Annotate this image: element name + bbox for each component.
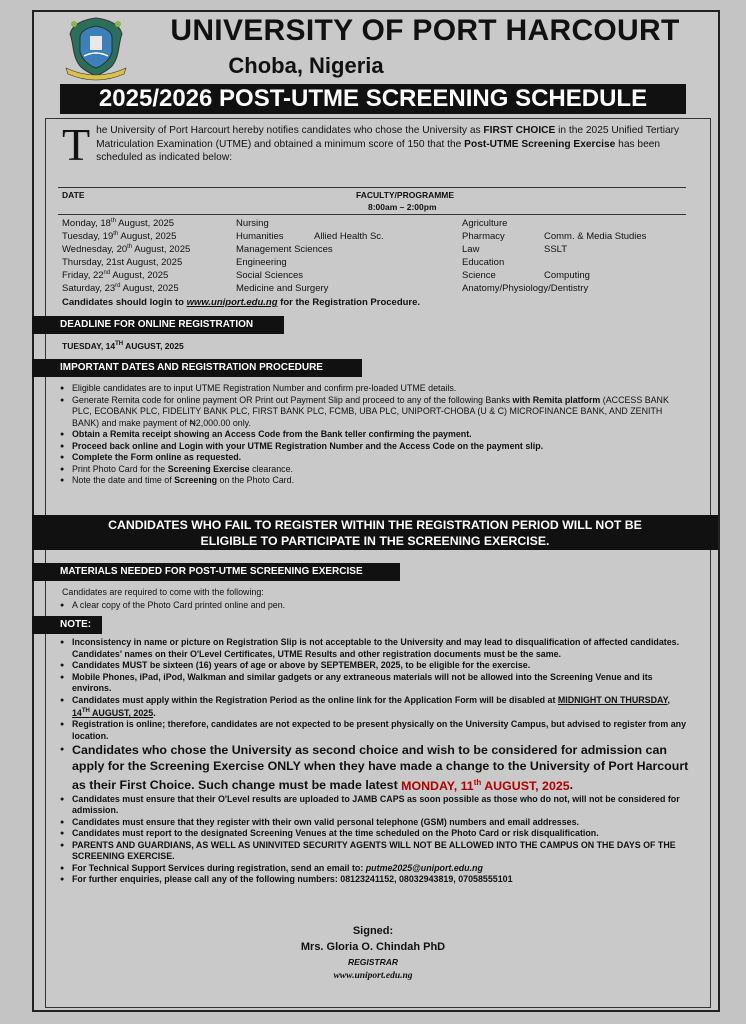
list-item: ● Obtain a Remita receipt showing an Access Code from the Bank teller confirming the payment. [58, 429, 688, 441]
login-instruction: Candidates should login to www.uniport.edu.ng for the Registration Procedure. [62, 297, 421, 308]
registration-warning-banner: CANDIDATES WHO FAIL TO REGISTER WITHIN THE REGISTRATION PERIOD WILL NOT BE ELIGIBLE TO PARTICIPATE IN THE SCREENING EXERCISE. [32, 515, 718, 550]
schedule-row-programme: Pharmacy [462, 231, 505, 242]
schedule-row-date: Wednesday, 20th August, 2025 [62, 244, 191, 256]
schedule-banner: 2025/2026 POST-UTME SCREENING SCHEDULE [60, 84, 686, 114]
schedule-row-date: Tuesday, 19th August, 2025 [62, 231, 177, 243]
list-item: ● Eligible candidates are to input UTME Registration Number and confirm pre-loaded UTME details. [58, 383, 688, 395]
deadline-section-header: DEADLINE FOR ONLINE REGISTRATION [32, 316, 284, 334]
support-email-link[interactable]: putme2025@uniport.edu.ng [365, 862, 483, 873]
dropcap: T [62, 119, 91, 170]
schedule-row-programme: SSLT [544, 244, 568, 255]
list-item: ● Complete the Form online as requested. [58, 452, 688, 464]
registrar-name: Mrs. Gloria O. Chindah PhD [300, 941, 446, 953]
university-title: UNIVERSITY OF PORT HARCOURT [170, 14, 680, 47]
table-top-rule [58, 187, 686, 188]
schedule-row-programme: Medicine and Surgery [236, 283, 329, 294]
schedule-row-programme: Science [462, 270, 496, 281]
footer-url[interactable]: www.uniport.edu.ng [333, 971, 413, 981]
list-item: ● For further enquiries, please call any of the following numbers: 08123241152, 08032943819, 07058555101 [58, 874, 690, 886]
schedule-row-date: Thursday, 21st August, 2025 [62, 257, 183, 268]
note-list [58, 637, 690, 886]
university-crest-logo [60, 12, 132, 82]
schedule-row-programme: Humanities [236, 231, 284, 242]
schedule-row-date: Friday, 22nd August, 2025 [62, 270, 169, 282]
schedule-row-programme: Agriculture [462, 218, 508, 229]
list-item: ● A clear copy of the Photo Card printed online and pen. [58, 600, 688, 612]
procedure-list [58, 383, 688, 487]
list-item: ● Candidates must ensure that their O'Level results are uploaded to JAMB CAPS as soon possible as those who do not, will not be considered for admission. [58, 794, 690, 817]
schedule-row-date: Monday, 18th August, 2025 [62, 218, 175, 230]
list-item: ● Candidates must apply within the Registration Period as the online link for the Application Form will be disabled at MIDNIGHT ON THURSDAY, 14TH AUGUST, 2025. [58, 695, 690, 720]
schedule-row-programme: Computing [544, 270, 590, 281]
signed-label: Signed: [352, 925, 394, 937]
schedule-row-programme: Management Sciences [236, 244, 333, 255]
materials-section-header: MATERIALS NEEDED FOR POST-UTME SCREENING EXERCISE [32, 563, 400, 581]
schedule-row-programme: Anatomy/Physiology/Dentistry [462, 283, 589, 294]
list-item: ● Registration is online; therefore, candidates are not expected to be present physically on the University Campus, but advised to register from any location. [58, 719, 690, 742]
schedule-row-programme: Comm. & Media Studies [544, 231, 647, 242]
schedule-row-date: Saturday, 23rd August, 2025 [62, 283, 179, 295]
note-section-header: NOTE: [32, 616, 102, 634]
schedule-row-programme: Social Sciences [236, 270, 304, 281]
schedule-row-programme: Engineering [236, 257, 287, 268]
materials-list [58, 600, 688, 612]
schedule-row-programme: Allied Health Sc. [314, 231, 384, 242]
login-link[interactable]: www.uniport.edu.ng [186, 297, 278, 308]
materials-intro: Candidates are required to come with the following: [62, 587, 264, 597]
schedule-time: 8:00am – 2:00pm [368, 202, 437, 212]
schedule-row-programme: Nursing [236, 218, 269, 229]
list-item: ● Print Photo Card for the Screening Exercise clearance. [58, 464, 688, 476]
list-item: ● Candidates MUST be sixteen (16) years of age or above by SEPTEMBER, 2025, to be eligible for the exercise. [58, 660, 690, 672]
deadline-date: TUESDAY, 14TH AUGUST, 2025 [62, 341, 184, 351]
list-item: ● Note the date and time of Screening on the Photo Card. [58, 475, 688, 487]
list-item: ● Proceed back online and Login with your UTME Registration Number and the Access Code on the payment slip. [58, 441, 688, 453]
list-item: ● Candidates must ensure that they register with their own valid personal telephone (GSM) numbers and email addresses. [58, 817, 690, 829]
list-item: ● PARENTS AND GUARDIANS, AS WELL AS UNINVITED SECURITY AGENTS WILL NOT BE ALLOWED INTO THE CAMPUS ON THE DAYS OF THE SCREENING EXERCISE. [58, 840, 690, 863]
registrar-title: REGISTRAR [347, 957, 399, 967]
schedule-row-programme: Law [462, 244, 480, 255]
list-item: ● Mobile Phones, iPad, iPod, Walkman and similar gadgets or any extraneous materials will not be allowed into the Screening Venue and its environs. [58, 672, 690, 695]
schedule-row-programme: Education [462, 257, 505, 268]
col-header-date: DATE [62, 190, 85, 200]
procedure-section-header: IMPORTANT DATES AND REGISTRATION PROCEDURE [32, 359, 362, 377]
list-item: ● Inconsistency in name or picture on Registration Slip is not acceptable to the University and may lead to disqualification of affected candidates. Candidates' names on their O'Level Certificates, UTME Results and other registration documents must be the same. [58, 637, 690, 660]
list-item: ● For Technical Support Services during registration, send an email to: putme2025@uniport.edu.ng [58, 863, 690, 875]
table-header-rule [58, 214, 686, 215]
col-header-faculty: FACULTY/PROGRAMME [356, 190, 455, 200]
first-choice-emphasis: FIRST CHOICE [483, 125, 556, 136]
list-item: ● Generate Remita code for online payment OR Print out Payment Slip and proceed to any of the following Banks with Remita platform (ACCESS BANK PLC, ECOBANK PLC, FIDELITY BANK PLC, FIRST BANK PLC, FCMB, UBA PLC, UNIPORT-CHOBA (U & C) MICROFINANCE BANK, AND ZENITH BANK) and make payment of ₦2,000.00 only. [58, 395, 688, 430]
university-location: Choba, Nigeria [228, 53, 384, 78]
intro-paragraph: The University of Port Harcourt hereby notifies candidates who chose the University as FIRST CHOICE in the 2025 Unified Tertiary Matriculation Examination (UTME) and obtained a minimum score of 150 that the Post-UTME Screening Exercise has been scheduled as indicated below: [62, 119, 680, 170]
list-item: ● Candidates must report to the designated Screening Venues at the time scheduled on the Photo Card or risk disqualification. [58, 828, 690, 840]
list-item: ● Candidates who chose the University as second choice and wish to be considered for admission can apply for the Screening Exercise ONLY when they have made a change to the University of Port Harcourt as their First Choice. Such change must be made latest MONDAY, 11th AUGUST, 2025. [58, 742, 690, 793]
